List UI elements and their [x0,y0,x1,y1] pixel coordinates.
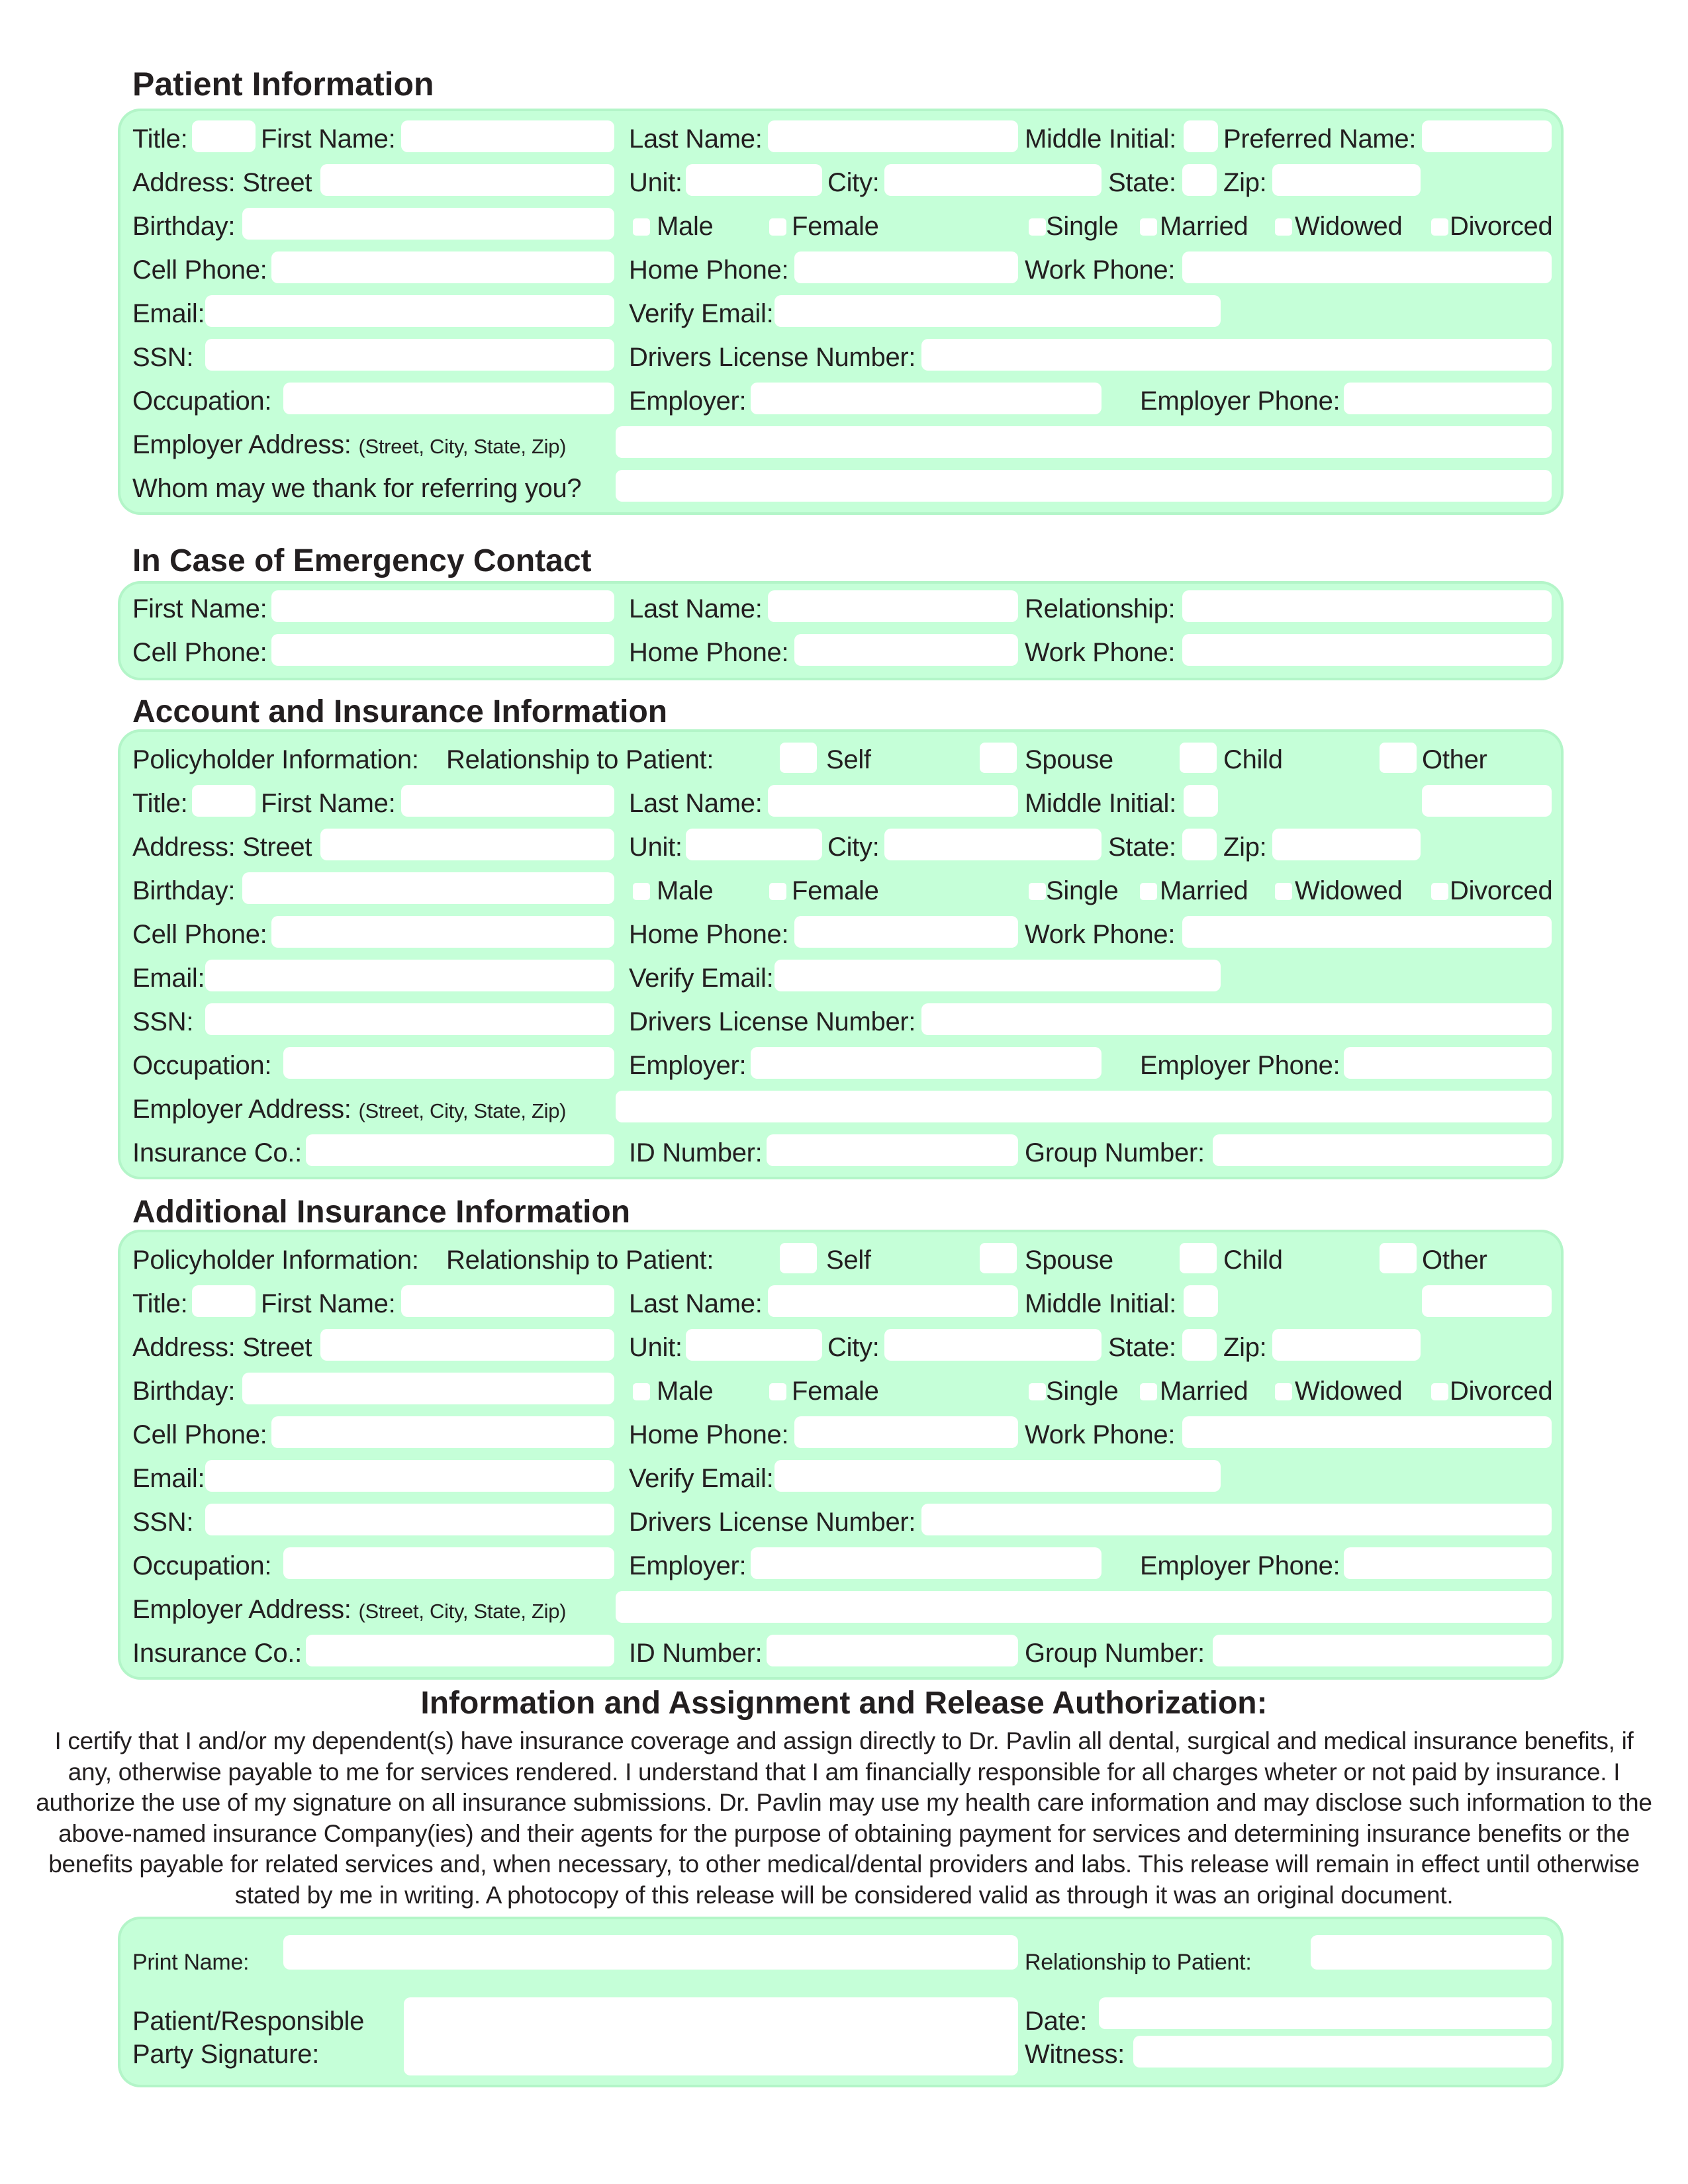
drivers-license-label: Drivers License Number: [629,343,916,372]
widowed-label: Widowed [1295,212,1403,241]
first-name-label: First Name: [261,124,396,154]
occupation-field[interactable] [283,383,614,414]
acc-policyholder-label: Policyholder Information: [132,745,419,774]
acc-male-label: Male [657,876,714,905]
add-city-label: City: [827,1333,880,1362]
acc-self-label: Self [826,745,871,774]
ec-relationship-field[interactable] [1182,590,1552,622]
acc-female-label: Female [792,876,879,905]
cell-phone-label: Cell Phone: [132,255,267,285]
last-name-label: Last Name: [629,124,763,154]
zip-label: Zip: [1223,168,1267,197]
add-female-label: Female [792,1377,879,1406]
divorced-label: Divorced [1450,212,1553,241]
acc-ssn-field[interactable] [205,1003,614,1035]
add-spouse-checkbox[interactable] [980,1243,1017,1273]
ec-cell-phone-label: Cell Phone: [132,638,267,667]
sig-relationship-label: Relationship to Patient: [1025,1950,1252,1975]
acc-zip-label: Zip: [1223,833,1267,862]
title-field[interactable] [192,120,256,152]
home-phone-field[interactable] [794,251,1018,283]
male-label: Male [657,212,714,241]
acc-employer-address-hint: (Street, City, State, Zip) [358,1099,567,1122]
add-cell-phone-field[interactable] [271,1416,614,1448]
signature-label-line1: Patient/Responsible [132,2007,365,2036]
acc-state-label: State: [1108,833,1176,862]
acc-group-number-field[interactable] [1213,1134,1552,1166]
ssn-label: SSN: [132,343,194,372]
city-label: City: [827,168,880,197]
add-zip-label: Zip: [1223,1333,1267,1362]
add-city-field[interactable] [884,1329,1102,1361]
add-cell-phone-label: Cell Phone: [132,1420,267,1449]
acc-birthday-label: Birthday: [132,876,236,905]
acc-city-label: City: [827,833,880,862]
add-extra-field[interactable] [1422,1285,1552,1317]
ec-work-phone-field[interactable] [1182,634,1552,666]
acc-insurance-co-label: Insurance Co.: [132,1138,302,1167]
add-self-label: Self [826,1246,871,1275]
ec-first-name-label: First Name: [132,594,267,623]
cell-phone-field[interactable] [271,251,614,283]
birthday-field[interactable] [242,208,614,240]
add-id-number-field[interactable] [767,1635,1018,1666]
add-birthday-field[interactable] [242,1373,614,1404]
add-title-label: Title: [132,1289,188,1318]
acc-cell-phone-label: Cell Phone: [132,920,267,949]
male-checkbox[interactable] [633,218,650,236]
married-checkbox[interactable] [1140,218,1157,236]
home-phone-label: Home Phone: [629,255,789,285]
sig-relationship-field[interactable] [1311,1935,1552,1970]
add-home-phone-label: Home Phone: [629,1420,789,1449]
first-name-field[interactable] [401,120,614,152]
add-divorced-label: Divorced [1450,1377,1553,1406]
add-ssn-field[interactable] [205,1504,614,1535]
add-email-label: Email: [132,1464,205,1493]
add-employer-address-label [132,1596,566,1623]
acc-spouse-label: Spouse [1025,745,1113,774]
add-work-phone-label: Work Phone: [1025,1420,1176,1449]
referral-label: Whom may we thank for referring you? [132,474,582,503]
acc-first-name-field[interactable] [401,785,614,817]
divorced-checkbox[interactable] [1431,218,1448,236]
ec-home-phone-field[interactable] [794,634,1018,666]
work-phone-label: Work Phone: [1025,255,1176,285]
add-verify-email-label: Verify Email: [629,1464,774,1493]
acc-other-checkbox[interactable] [1380,743,1417,773]
add-state-label: State: [1108,1333,1176,1362]
add-group-number-label: Group Number: [1025,1639,1205,1668]
acc-home-phone-field[interactable] [794,916,1018,948]
add-married-checkbox[interactable] [1140,1383,1157,1400]
add-occupation-field[interactable] [283,1547,614,1579]
ec-cell-phone-field[interactable] [271,634,614,666]
acc-unit-label: Unit: [629,833,682,862]
female-checkbox[interactable] [769,218,786,236]
acc-insurance-co-field[interactable] [306,1134,614,1166]
add-child-checkbox[interactable] [1180,1243,1217,1273]
drivers-license-field[interactable] [921,339,1552,371]
single-checkbox[interactable] [1029,218,1046,236]
state-field[interactable] [1182,164,1217,196]
ssn-field[interactable] [205,339,614,371]
add-employer-address-text: Employer Address: [132,1595,352,1624]
add-group-number-field[interactable] [1213,1635,1552,1666]
unit-field[interactable] [686,164,822,196]
acc-employer-address-text: Employer Address: [132,1095,352,1124]
add-relationship-to-patient-label: Relationship to Patient: [446,1246,714,1275]
section-title-patient: Patient Information [132,66,434,103]
acc-middle-initial-field[interactable] [1184,785,1218,817]
authorization-text: I certify that I and/or my dependent(s) have insurance coverage and assign directly to Dr. Pavlin all dental, surgical and medical insurance benefits, if any, otherwise payable to me for services rendered. I understand that I am financially responsible for all charges wheter or not paid by insurance. I authorize the use of my signature on all insurance submissions. Dr. Pavlin may use my health care information and may disclose such information to the above-named insurance Company(ies) and their agents for the purpose of obtaining payment for services and determining insurance benefits or the benefits payable for related services and, when necessary, to other medical/dental providers and labs. This release will remain in effect until otherwise stated by me in writing. A photocopy of this release will be considered valid as through it was an original document. [36,1727,1652,1909]
acc-other-label: Other [1422,745,1487,774]
acc-id-number-label: ID Number: [629,1138,763,1167]
acc-home-phone-label: Home Phone: [629,920,789,949]
employer-address-field[interactable] [616,426,1552,458]
acc-occupation-label: Occupation: [132,1051,272,1080]
date-field[interactable] [1099,1997,1552,2029]
female-label: Female [792,212,879,241]
add-male-checkbox[interactable] [633,1383,650,1400]
ec-home-phone-label: Home Phone: [629,638,789,667]
employer-address-text: Employer Address: [132,430,352,459]
add-policyholder-label: Policyholder Information: [132,1246,419,1275]
add-email-field[interactable] [205,1460,614,1492]
authorization-title: Information and Assignment and Release Authorization: [420,1686,1268,1721]
acc-work-phone-label: Work Phone: [1025,920,1176,949]
acc-employer-phone-label: Employer Phone: [1140,1051,1340,1080]
acc-email-field[interactable] [205,960,614,991]
add-id-number-label: ID Number: [629,1639,763,1668]
add-birthday-label: Birthday: [132,1377,236,1406]
add-divorced-checkbox[interactable] [1431,1383,1448,1400]
add-work-phone-field[interactable] [1182,1416,1552,1448]
acc-first-name-label: First Name: [261,789,396,818]
married-label: Married [1160,212,1248,241]
employer-address-label [132,432,566,458]
acc-address-street-label: Address: Street [132,833,312,862]
ec-work-phone-label: Work Phone: [1025,638,1176,667]
unit-label: Unit: [629,168,682,197]
add-unit-field[interactable] [686,1329,822,1361]
acc-single-checkbox[interactable] [1029,883,1046,900]
acc-child-label: Child [1223,745,1283,774]
work-phone-field[interactable] [1182,251,1552,283]
acc-last-name-label: Last Name: [629,789,763,818]
add-widowed-checkbox[interactable] [1275,1383,1292,1400]
add-single-checkbox[interactable] [1029,1383,1046,1400]
section-title-account: Account and Insurance Information [132,694,668,729]
acc-self-checkbox[interactable] [780,743,817,773]
add-employer-label: Employer: [629,1551,747,1580]
add-spouse-label: Spouse [1025,1246,1113,1275]
last-name-field[interactable] [768,120,1018,152]
ec-last-name-label: Last Name: [629,594,763,623]
birthday-label: Birthday: [132,212,236,241]
employer-phone-field[interactable] [1344,383,1552,414]
acc-female-checkbox[interactable] [769,883,786,900]
add-widowed-label: Widowed [1295,1377,1403,1406]
preferred-name-label: Preferred Name: [1223,124,1417,154]
add-self-checkbox[interactable] [780,1243,817,1273]
acc-verify-email-label: Verify Email: [629,964,774,993]
add-employer-phone-field[interactable] [1344,1547,1552,1579]
signature-label-line2: Party Signature: [132,2040,320,2069]
add-single-label: Single [1046,1377,1119,1406]
add-address-street-field[interactable] [320,1329,614,1361]
employer-label: Employer: [629,387,747,416]
state-label: State: [1108,168,1176,197]
witness-field[interactable] [1133,2036,1552,2068]
add-zip-field[interactable] [1272,1329,1421,1361]
add-male-label: Male [657,1377,714,1406]
acc-title-label: Title: [132,789,188,818]
acc-work-phone-field[interactable] [1182,916,1552,948]
add-female-checkbox[interactable] [769,1383,786,1400]
acc-married-checkbox[interactable] [1140,883,1157,900]
add-occupation-label: Occupation: [132,1551,272,1580]
acc-divorced-label: Divorced [1450,876,1553,905]
acc-city-field[interactable] [884,829,1102,860]
add-child-label: Child [1223,1246,1283,1275]
email-field[interactable] [205,295,614,327]
zip-field[interactable] [1272,164,1421,196]
verify-email-field[interactable] [774,295,1221,327]
acc-male-checkbox[interactable] [633,883,650,900]
add-employer-field[interactable] [751,1547,1102,1579]
acc-middle-initial-label: Middle Initial: [1025,789,1176,818]
acc-child-checkbox[interactable] [1180,743,1217,773]
print-name-field[interactable] [283,1935,1018,1970]
acc-employer-phone-field[interactable] [1344,1047,1552,1079]
acc-cell-phone-field[interactable] [271,916,614,948]
single-label: Single [1046,212,1119,241]
acc-state-field[interactable] [1182,829,1217,860]
ec-first-name-field[interactable] [271,590,614,622]
add-married-label: Married [1160,1377,1248,1406]
add-other-label: Other [1422,1246,1487,1275]
acc-drivers-license-field[interactable] [921,1003,1552,1035]
acc-relationship-to-patient-label: Relationship to Patient: [446,745,714,774]
title-label: Title: [132,124,188,154]
add-insurance-co-field[interactable] [306,1635,614,1666]
acc-title-field[interactable] [192,785,256,817]
employer-field[interactable] [751,383,1102,414]
date-label: Date: [1025,2007,1088,2036]
acc-single-label: Single [1046,876,1119,905]
add-employer-phone-label: Employer Phone: [1140,1551,1340,1580]
acc-drivers-license-label: Drivers License Number: [629,1007,916,1036]
add-first-name-field[interactable] [401,1285,614,1317]
employer-address-hint: (Street, City, State, Zip) [358,435,567,458]
add-last-name-field[interactable] [768,1285,1018,1317]
middle-initial-field[interactable] [1184,120,1218,152]
occupation-label: Occupation: [132,387,272,416]
section-title-emergency: In Case of Emergency Contact [132,543,592,578]
acc-address-street-field[interactable] [320,829,614,860]
referral-field[interactable] [616,470,1552,502]
add-other-checkbox[interactable] [1380,1243,1417,1273]
add-state-field[interactable] [1182,1329,1217,1361]
add-middle-initial-label: Middle Initial: [1025,1289,1176,1318]
acc-ssn-label: SSN: [132,1007,194,1036]
city-field[interactable] [884,164,1102,196]
middle-initial-label: Middle Initial: [1025,124,1176,154]
ec-relationship-label: Relationship: [1025,594,1176,623]
add-title-field[interactable] [192,1285,256,1317]
add-drivers-license-label: Drivers License Number: [629,1508,916,1537]
acc-verify-email-field[interactable] [774,960,1221,991]
add-address-street-label: Address: Street [132,1333,312,1362]
add-home-phone-field[interactable] [794,1416,1018,1448]
add-drivers-license-field[interactable] [921,1504,1552,1535]
acc-employer-address-field[interactable] [616,1091,1552,1122]
add-middle-initial-field[interactable] [1184,1285,1218,1317]
email-label: Email: [132,299,205,328]
acc-last-name-field[interactable] [768,785,1018,817]
add-employer-address-field[interactable] [616,1591,1552,1623]
add-first-name-label: First Name: [261,1289,396,1318]
add-insurance-co-label: Insurance Co.: [132,1639,302,1668]
acc-employer-address-label [132,1096,566,1122]
acc-employer-field[interactable] [751,1047,1102,1079]
acc-widowed-checkbox[interactable] [1275,883,1292,900]
signature-field[interactable] [404,1997,1018,2075]
acc-divorced-checkbox[interactable] [1431,883,1448,900]
acc-email-label: Email: [132,964,205,993]
preferred-name-field[interactable] [1422,120,1552,152]
verify-email-label: Verify Email: [629,299,774,328]
acc-occupation-field[interactable] [283,1047,614,1079]
add-employer-address-hint: (Street, City, State, Zip) [358,1600,567,1623]
acc-spouse-checkbox[interactable] [980,743,1017,773]
add-ssn-label: SSN: [132,1508,194,1537]
acc-id-number-field[interactable] [767,1134,1018,1166]
witness-label: Witness: [1025,2040,1125,2069]
add-unit-label: Unit: [629,1333,682,1362]
ec-last-name-field[interactable] [768,590,1018,622]
acc-group-number-label: Group Number: [1025,1138,1205,1167]
acc-married-label: Married [1160,876,1248,905]
acc-widowed-label: Widowed [1295,876,1403,905]
section-title-additional: Additional Insurance Information [132,1195,631,1230]
acc-zip-field[interactable] [1272,829,1421,860]
address-street-label: Address: Street [132,168,312,197]
employer-phone-label: Employer Phone: [1140,387,1340,416]
widowed-checkbox[interactable] [1275,218,1292,236]
acc-unit-field[interactable] [686,829,822,860]
acc-extra-field[interactable] [1422,785,1552,817]
add-last-name-label: Last Name: [629,1289,763,1318]
add-verify-email-field[interactable] [774,1460,1221,1492]
address-street-field[interactable] [320,164,614,196]
print-name-label: Print Name: [132,1950,250,1975]
acc-employer-label: Employer: [629,1051,747,1080]
acc-birthday-field[interactable] [242,872,614,904]
